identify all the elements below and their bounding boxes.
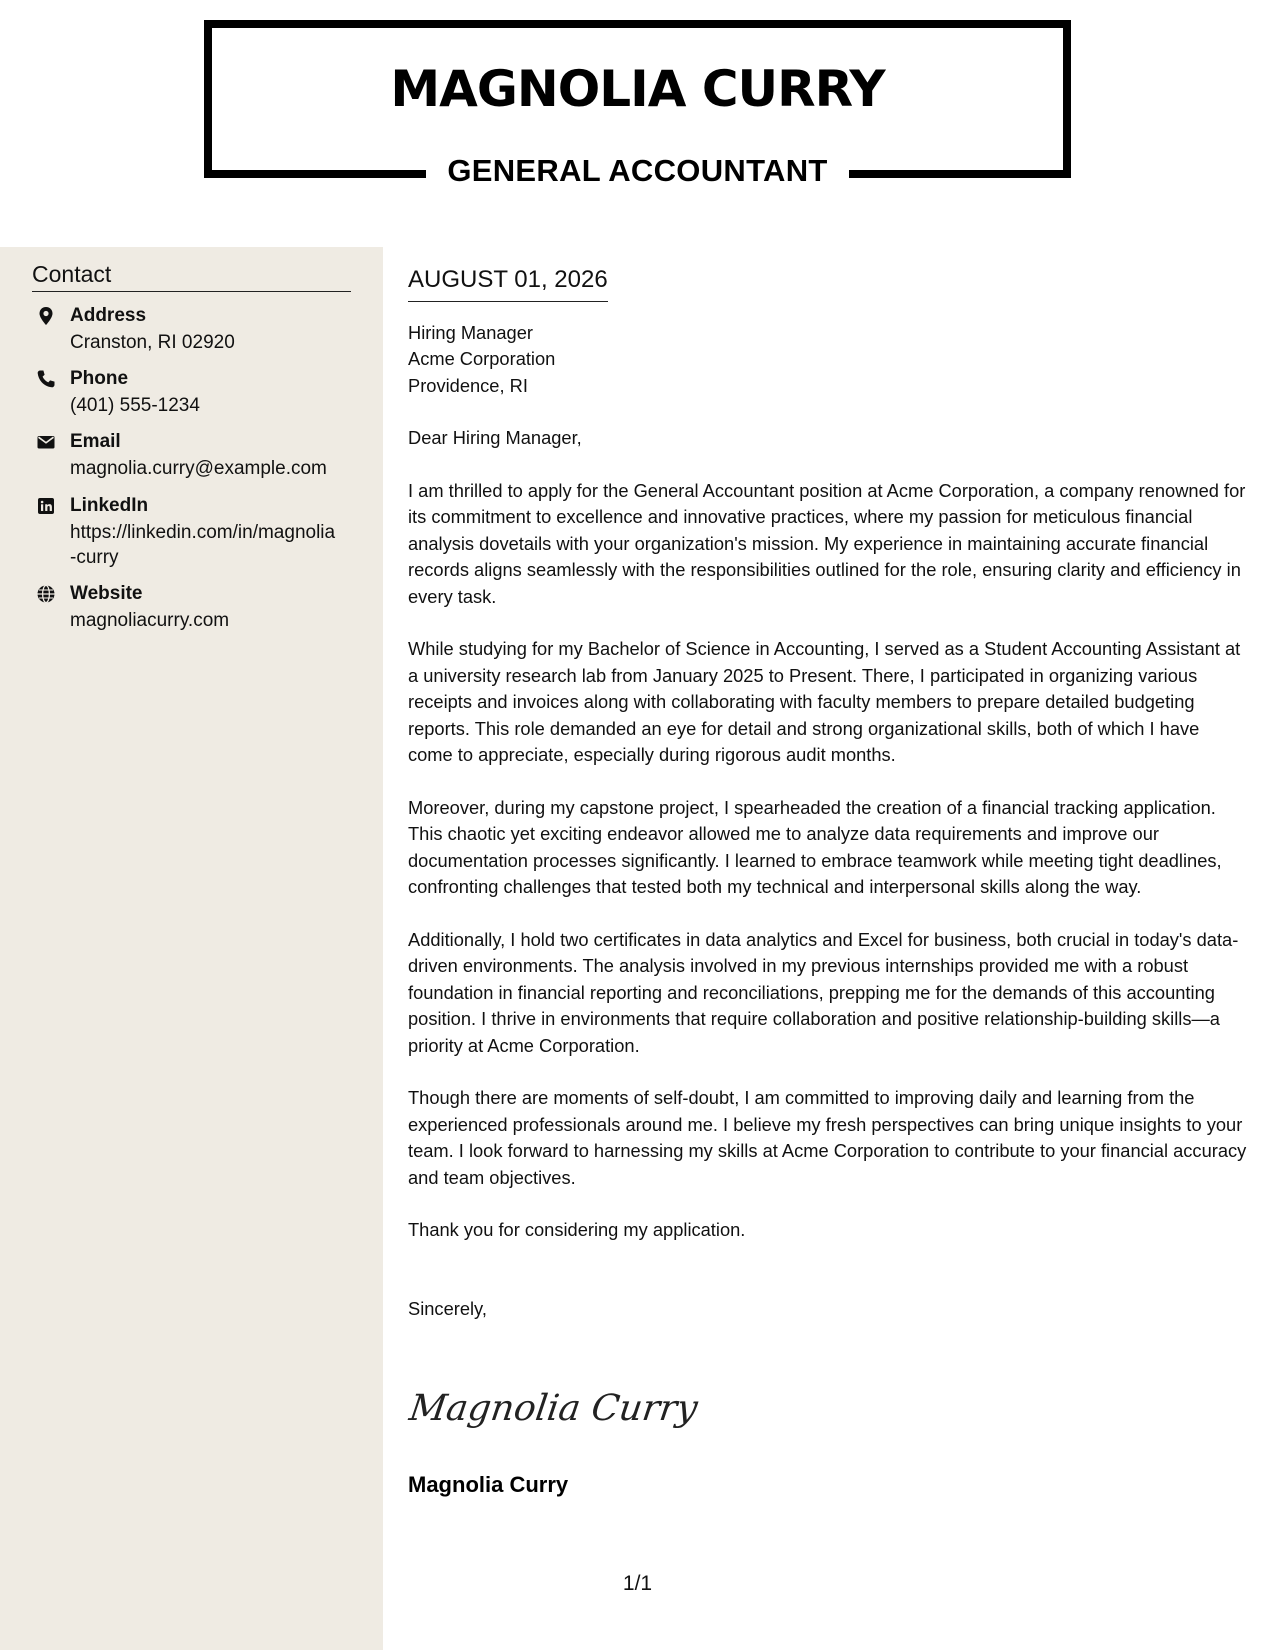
salutation: Dear Hiring Manager, xyxy=(408,427,582,449)
phone-icon xyxy=(36,369,56,389)
contact-label-website: Website xyxy=(70,583,143,604)
paragraph-closing: Though there are moments of self-doubt, I am committed to improving daily and learning from the experienced professionals around me. I believe my fresh perspectives can bring unique insights to your team. I look forward to harnessing my skills at Acme Corporation to contribute to your financial accuracy and team objectives. xyxy=(408,1087,1247,1188)
envelope-icon xyxy=(36,432,56,452)
paragraph-certificates: Additionally, I hold two certificates in data analytics and Excel for business, both crucial in today's data-driven environments. The analysis involved in my previous internships provided me with a robust foundation in financial reporting and reconciliations, prepping me for the demands of this accounting position. I thrive in environments that require collaboration and positive relationship-building skills—a priority at Acme Corporation. xyxy=(408,928,1239,1056)
job-title: GENERAL ACCOUNTANT xyxy=(447,153,828,188)
paragraph-capstone: Moreover, during my capstone project, I spearheaded the creation of a financial tracking application. This chaotic yet exciting endeavor allowed me to analyze data requirements and improve our documentation processes significantly. I learned to embrace teamwork while meeting tight deadlines, confronting challenges that tested both my technical and interpersonal skills along the way. xyxy=(408,796,1222,898)
contact-label-address: Address xyxy=(70,305,147,326)
letter-date: AUGUST 01, 2026 xyxy=(408,265,608,302)
applicant-name: MAGNOLIA CURRY xyxy=(390,60,885,118)
closing-sincerely: Sincerely, xyxy=(408,1297,487,1319)
contact-sidebar xyxy=(0,247,383,1650)
contact-label-email: Email xyxy=(70,431,121,452)
handwritten-signature xyxy=(406,1378,701,1438)
letter-body xyxy=(408,265,1248,1322)
contact-value-email[interactable]: magnolia.curry@example.com xyxy=(70,458,327,479)
linkedin-icon xyxy=(36,496,56,516)
frame-top-border xyxy=(204,20,1071,28)
contact-label-linkedin: LinkedIn xyxy=(70,495,149,516)
paragraph-education: While studying for my Bachelor of Science in Accounting, I served as a Student Accounting Assistant at a university research lab from January 2025 to Present. There, I participated in organizing various receipts and invoices along with collaborating with faculty members to prepare detailed budgeting reports. This role demanded an eye for detail and strong organizational skills, both of which I have come to appreciate, especially during rigorous audit months. xyxy=(408,638,1241,766)
paragraph-intro: I am thrilled to apply for the General Accountant position at Acme Corporation, a company renowned for its commitment to excellence and innovative practices, where my passion for meticulous financial analysis dovetails with your organization's mission. My experience in maintaining accurate financial records aligns seamlessly with the responsibilities outlined for the role, ensuring clarity and efficiency in every task. xyxy=(408,480,1246,607)
contact-heading: Contact xyxy=(32,261,351,292)
contact-value-address: Cranston, RI 02920 xyxy=(70,332,235,353)
signer-name: Magnolia Curry xyxy=(408,1472,569,1497)
recipient-title: Hiring Manager xyxy=(408,322,533,343)
contact-label-phone: Phone xyxy=(70,368,129,389)
contact-value-website[interactable]: magnoliacurry.com xyxy=(70,610,230,631)
map-pin-icon xyxy=(36,306,56,326)
page-number: 1/1 xyxy=(622,1572,653,1595)
signature-text: Magnolia Curry xyxy=(406,1386,701,1429)
recipient-block xyxy=(408,320,1248,399)
contact-value-phone: (401) 555-1234 xyxy=(70,395,200,416)
recipient-company: Acme Corporation xyxy=(408,348,556,370)
paragraph-thanks: Thank you for considering my application. xyxy=(408,1219,746,1241)
globe-icon xyxy=(36,584,56,604)
recipient-location: Providence, RI xyxy=(408,374,528,396)
contact-value-linkedin[interactable]: https://linkedin.com/in/magnolia -curry xyxy=(70,522,336,568)
